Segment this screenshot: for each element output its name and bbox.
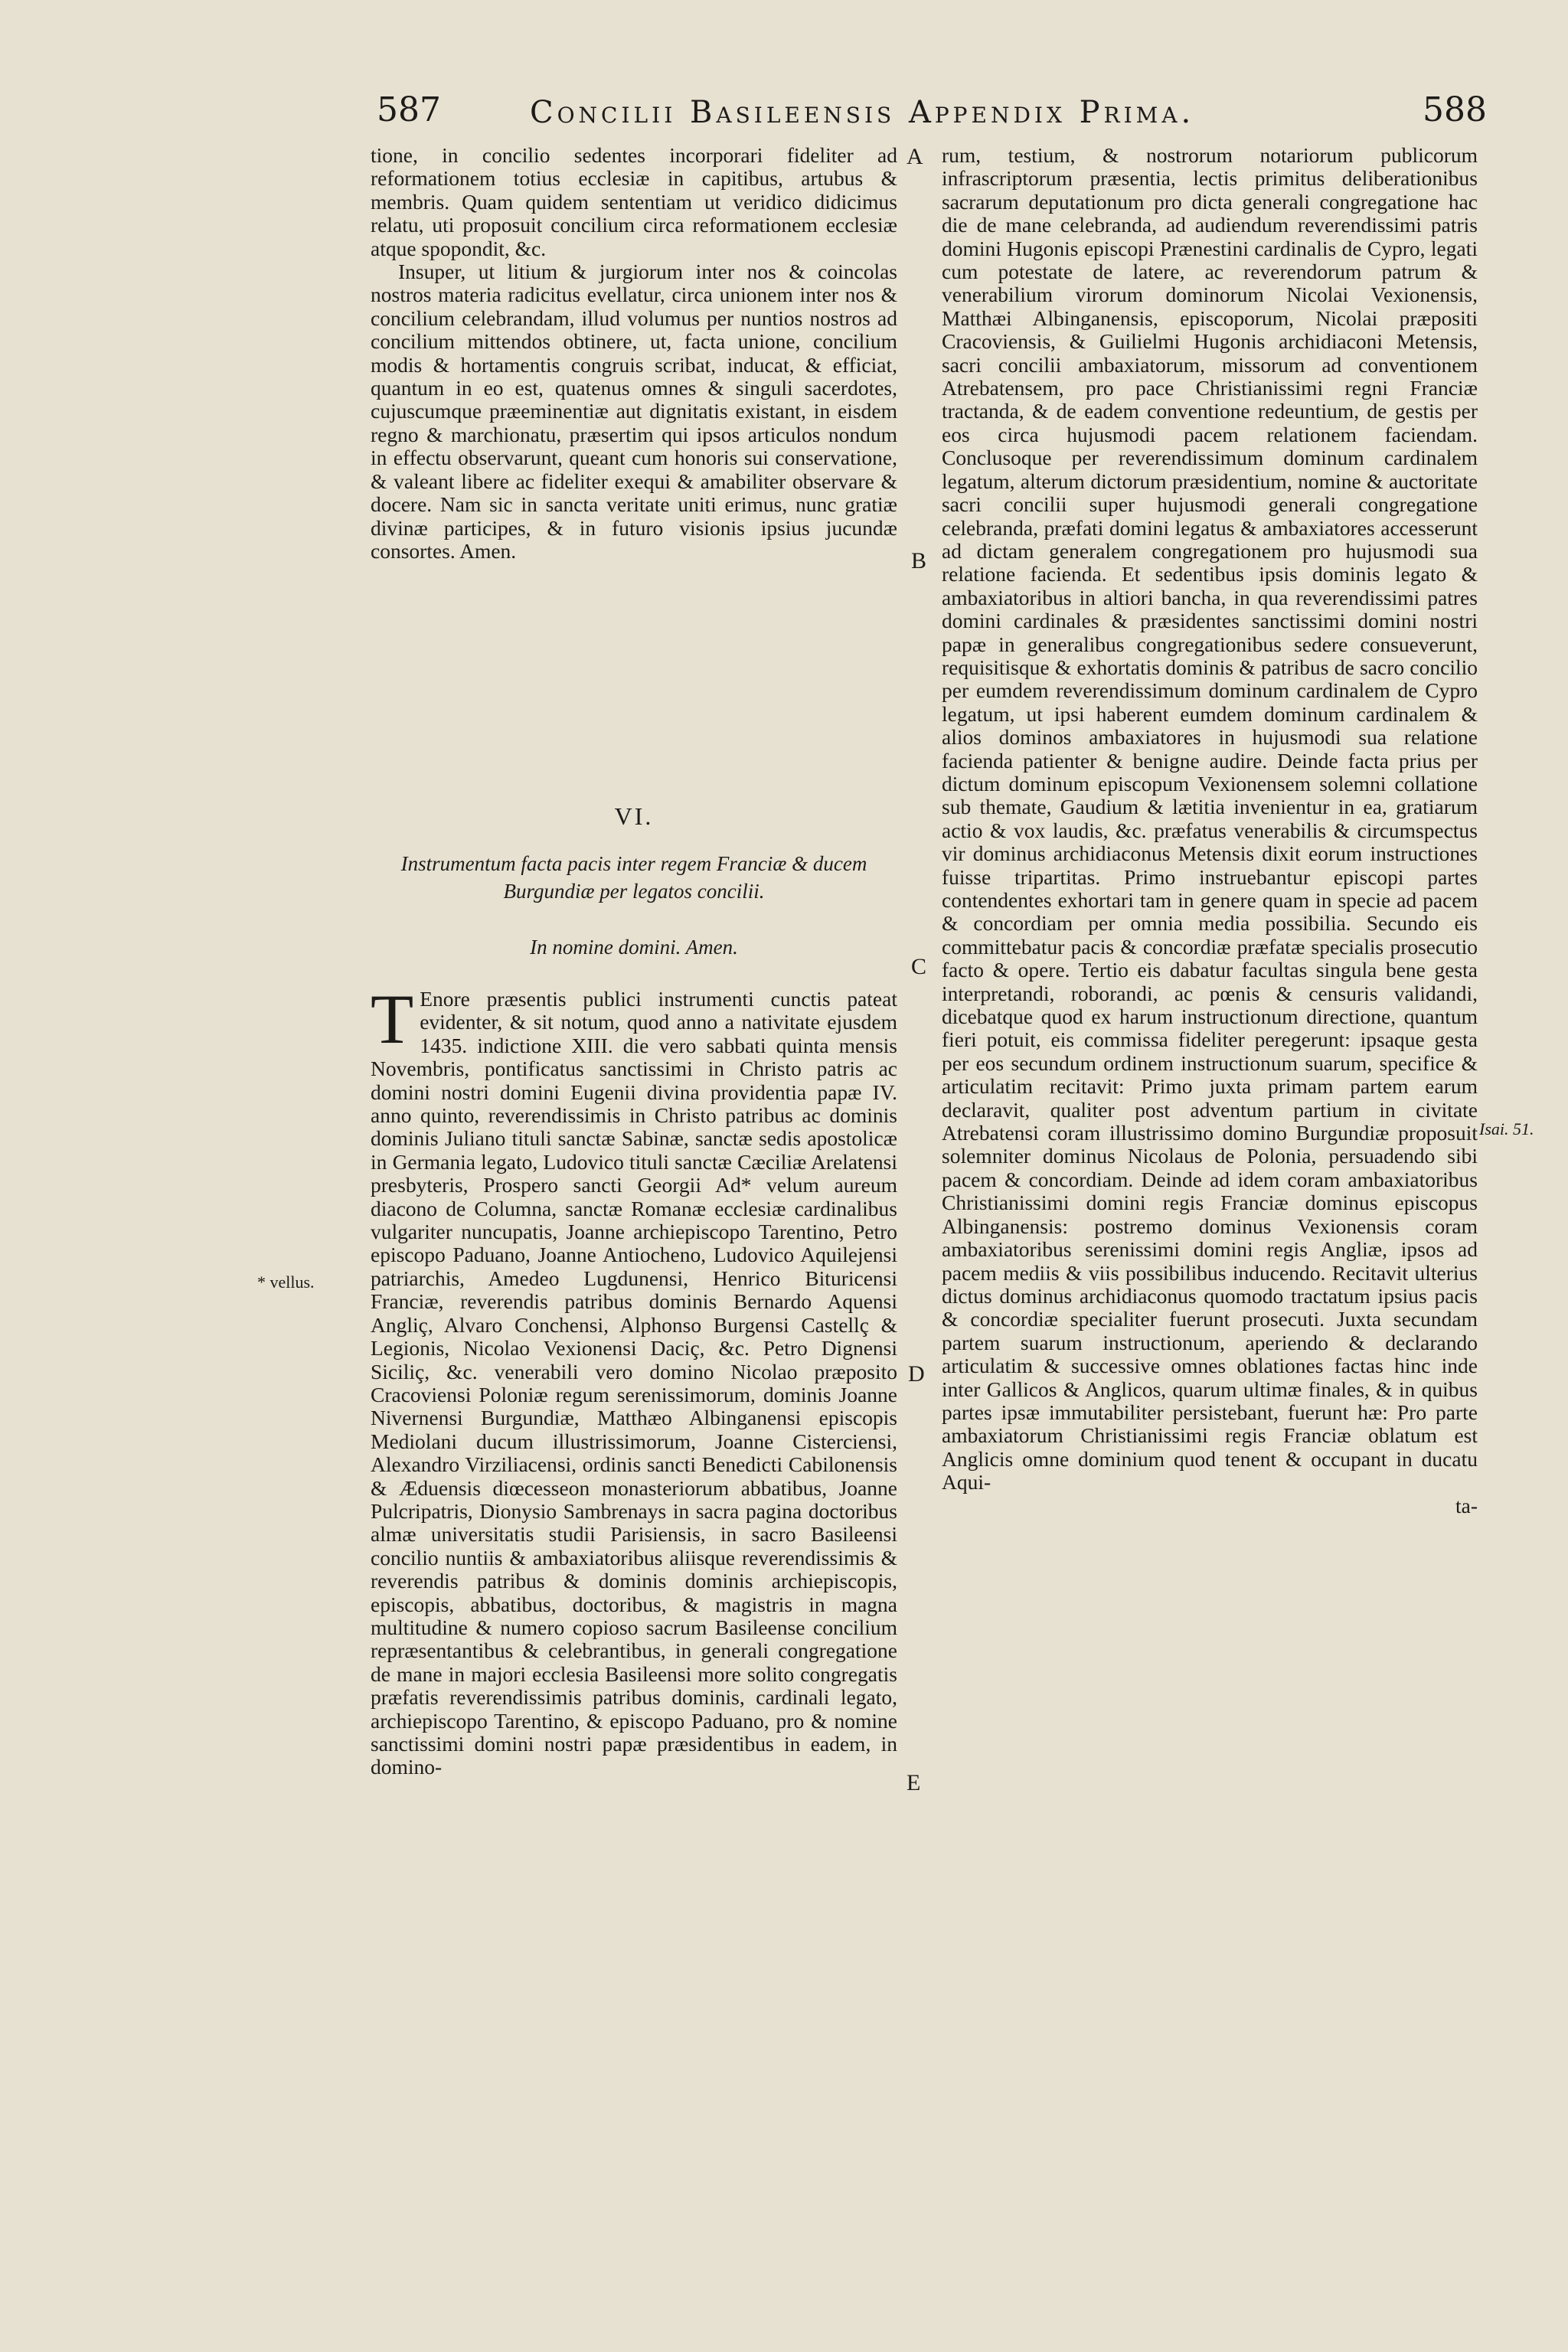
paragraph: rum, testium, & nostrorum notariorum publicorum infrascriptorum præsentia, lectis primitus deliberationibus sacrarum deputationum pro dicta generali congregatione hac die de mane celebranda, ad audiendum reverendissimi patris domini Hugonis episcopi Prænestini cardinalis de Cypro, legati cum potestate de latere, ac reverendorum patrum & venerabilium virorum dominorum Nicolai Vexionensis, Matthæi Albinganensis, episcoporum, Nicolai præpositi Cracoviensis, & Guilielmi Hugonis archidiaconi Metensis, sacri concilii ambaxiatorum, missorum ad conventionem Atrebatensem, pro pace Christianissimi regni Franciæ tractanda, & de eadem conventione redeuntium, de gestis per eos circa hujusmodi pacem relationem faciendam. Conclusoque per reverendissimum dominum cardinalem legatum, alterum dictorum præsidentium, nomine & auctoritate sacri concilii super hujusmodi generali congregatione celebranda, præfati domini legatus & ambaxiatores accesserunt ad dictam generalem congregationem pro hujusmodi sua relatione facienda. Et sedentibus ipsis dominis legato & ambaxiatoribus in altiori bancha, in qua reverendissimi patres domini cardinales & præsidentes sanctissimi domini nostri papæ in generalibus congregationibus sedere consueverunt, requisitisque & exhortatis dominis & patribus de sacro concilio per eumdem reverendissimum dominum cardinalem de Cypro legatum, ut ipsi haberent eumdem dominum cardinalem & alios dominos ambaxiatores in hujusmodi sua relatione facienda patienter & benigne audire. Deinde facta prius per dictum dominum episcopum Vexionensem solemni collatione sub themate, Gaudium & lætitia invenientur in ea, gratiarum actio & vox laudis, &c. præfatus venerabilis & circumspectus vir dominus archidiaconus Metensis dixit eorum instructiones fuisse tripartitas. Primo instruebantur episcopi partes contendentes exhortari tam in genere quam in specie ad pacem & concordiam per omnia media possibilia. Secundo eis committebatur pacis & concordiæ præfatæ specialis prosecutio facto & opere. Tertio eis dabatur facultas singula bene gesta interpretandi, roborandi, ac pœnis & censuris validandi, dicebatque quod ex harum instructionum directione, quantum fieri potuit, eis commissa fideliter peregerunt: ipsaque gesta per eos secundum ordinem instructionum suarum, specifice & articulatim recitavit: Primo juxta primam partem earum declaravit, qualiter post adventum partium in civitate Atrebatensi coram illustrissimo domino Burgundiæ proposuit solemniter dominus Nicolaus de Polonia, persuadendo sibi pacem & concordiam. Deinde ad idem coram ambaxiatoribus Christianissimi domini regis Franciæ dominus episcopus Albinganensis: postremo dominus Vexionensis coram ambaxiatoribus serenissimi domini regis Angliæ, ipsos ad pacem mediis & viis possibilibus inducendo. Recitavit ulterius dictus dominus archidiaconus quomodo tractatum ipsius pacis & concordiæ specialiter fuerunt prosecuti. Juxta secundam partem suarum instructionum, aperiendo & declarando articulatim & successive omnes oblationes factas hinc inde inter Gallicos & Anglicos, quarum ultimæ finales, & in quibus partes ipsæ immutabiliter persistebant, fuerunt hæ: Pro parte ambaxiatorum Christianissimi regis Franciæ oblatum est Anglicis omne dominium quod tenent & occupant in ducatu Aqui- (942, 143, 1478, 1494)
section-mark-a: A (906, 144, 923, 169)
drop-cap: T (371, 980, 414, 1058)
page-number-right: 588 (1423, 90, 1487, 129)
left-column-top (371, 144, 897, 563)
right-column (942, 144, 1478, 1517)
section-mark-c: C (911, 954, 927, 979)
paragraph: tione, in concilio sedentes incorporari fideliter ad reformationem totius ecclesiæ in capitibus, artubus & membris. Quam quidem sententiam ut veridico didicimus relatu, uti proposuit concilium circa reformationem ecclesiæ atque spopondit, &c. (371, 143, 897, 260)
running-title: Concilii Basileensis Appendix Prima. (530, 95, 1195, 130)
section-title: Instrumentum facta pacis inter regem Franciæ & ducem Burgundiæ per legatos concilii. (400, 852, 867, 903)
paragraph: Insuper, ut litium & jurgiorum inter nos & coincolas nostros materia radicitus evellatur, circa unionem inter nos & concilium celebrandam, illud volumus per nuntios nostros ad concilium mittendos obtinere, ut, facta unione, concilium modis & hortamentis congruis scribat, inducat, & efficiat, quantum in eo est, quatenus omnes & singuli sacerdotes, cujuscumque præeminentiæ aut dignitatis existant, in eisdem regno & marchionatu, præsertim qui ipsos articulos nondum in effectu observarunt, queant cum honoris sui conservatione, & valeant libere ac fideliter exequi & amabiliter observare & docere. Nam sic in sancta veritate uniti erimus, nunc gratiæ divinæ participes, & in futuro visionis ipsius jucundæ consortes. Amen. (371, 260, 897, 563)
page-number-left: 587 (377, 90, 441, 129)
section-mark-e: E (906, 1770, 921, 1795)
margin-note-left: * vellus. (257, 1272, 315, 1292)
invocation: In nomine domini. Amen. (530, 936, 738, 959)
section-mark-d: D (908, 1361, 925, 1387)
catchword: ta- (1455, 1493, 1478, 1517)
section-mark-b: B (911, 548, 927, 573)
margin-note-right: Isai. 51. (1479, 1119, 1534, 1138)
left-column-body (371, 980, 897, 1779)
paragraph: Enore præsentis publici instrumenti cunctis pateat evidenter, & sit notum, quod anno a nativitate ejusdem 1435. indictione XIII. die vero sabbati quinta mensis Novembris, pontificatus sanctissimi in Christo patris ac domini nostri domini Eugenii divina providentia papæ IV. anno quinto, reverendissimis in Christo patribus ac dominis dominis Juliano tituli sanctæ Sabinæ, sanctæ sedis apostolicæ in Germania legato, Ludovico tituli sanctæ Cæciliæ Arelatensi presbyteris, Prospero sancti Georgii Ad* velum aureum diacono de Columna, sanctæ Romanæ ecclesiæ cardinalibus vulgariter nuncupatis, Joanne archiepiscopo Tarentino, Petro episcopo Paduano, Joanne Antiocheno, Ludovico Aquilejensi patriarchis, Amedeo Lugdunensi, Henrico Bituricensi Franciæ, reverendis patribus dominis Bernardo Aquensi Angliç, Alvaro Conchensi, Alphonso Burgensi Castellç & Legionis, Nicolao Vexionensi Daciç, &c. Petro Dignensi Siciliç, &c. venerabili vero domino Nicolao præposito Cracoviensi Poloniæ regum serenissimorum, dominis Joanne Nivernensi Burgundiæ, Matthæo Albinganensi episcopis Mediolani ducum illustrissimorum, Joanne Cisterciensi, Alexandro Virziliacensi, ordinis sancti Benedicti Cabilonensis & Æduensis diœcesseon monasteriorum abbatibus, Joanne Pulcripatris, Dionysio Sambrenays in sacra pagina doctoribus almæ universitatis studii Parisiensis, in sacro Basileensi concilio nuntiis & ambaxiatoribus aliisque reverendissimis & reverendis patribus & dominis dominis archiepiscopis, episcopis, abbatibus, doctoribus, & magistris in magna multitudine & numero copioso sacrum Basileense concilium repræsentantibus & celebrantibus, in generali congregatione de mane in majori ecclesia Basileensi more solito congregatis præfatis reverendissimis patribus dominis, cardinali legato, archiepiscopo Tarentino, & episcopo Paduano, pro & nomine sanctissimi domini nostri papæ præsidentibus in eadem, in domino- (371, 987, 897, 1779)
page-header (377, 90, 1487, 136)
section-number: VI. (614, 802, 654, 830)
